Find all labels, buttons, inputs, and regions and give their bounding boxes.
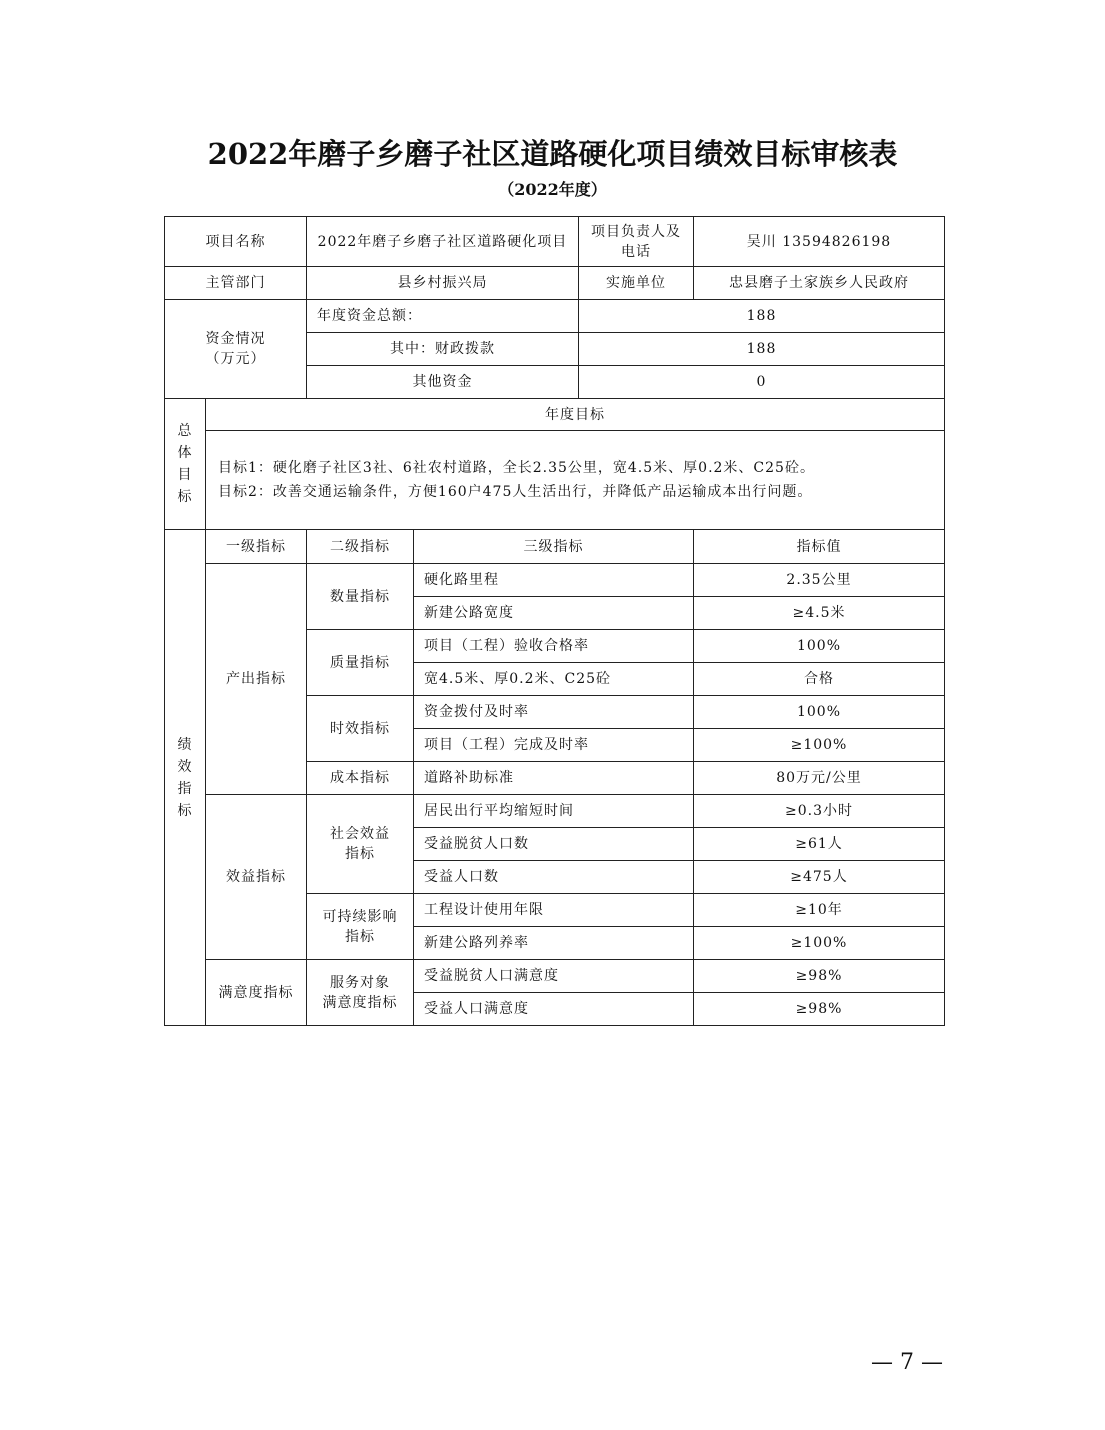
level2-cost: 成本指标 [307,762,414,795]
indicator-value: 80万元/公里 [694,762,945,795]
indicator-value: ≥100% [694,927,945,960]
level2-sustainable-line2: 指标 [345,928,375,945]
level2-service-line2: 满意度指标 [322,994,398,1011]
overall-side-label [165,399,206,530]
funds-label [165,300,307,399]
level1-satisfaction: 满意度指标 [206,960,307,1026]
indicator-name: 受益人口满意度 [414,993,694,1026]
indicator-value: 100% [694,696,945,729]
indicator-name: 项目（工程）完成及时率 [414,729,694,762]
indicator-name: 硬化路里程 [414,564,694,597]
project-name-label: 项目名称 [165,217,307,267]
indicator-name: 新建公路列养率 [414,927,694,960]
funds-other-label: 其他资金 [307,366,579,399]
page-number: — 7 — [871,1350,943,1375]
level2-social-line2: 指标 [345,846,375,862]
level1-output: 产出指标 [206,564,307,795]
level2-sustainable [307,894,414,960]
impl-value: 忠县磨子土家族乡人民政府 [694,267,945,300]
indicator-value: ≥98% [694,960,945,993]
header-level3: 三级指标 [414,530,694,564]
level2-quantity: 数量指标 [307,564,414,630]
performance-table [164,216,945,1026]
indicator-value: 100% [694,630,945,663]
indicator-name: 项目（工程）验收合格率 [414,630,694,663]
indicator-name: 受益脱贫人口数 [414,828,694,861]
header-level2: 二级指标 [307,530,414,564]
indicator-name: 受益人口数 [414,861,694,894]
level2-quality: 质量指标 [307,630,414,696]
leader-label: 项目负责人及电话 [579,217,694,267]
overall-goals [206,431,945,530]
indicator-name: 工程设计使用年限 [414,894,694,927]
funds-label-line1: 资金情况 [205,331,266,347]
document-subtitle: （2022年度） [498,180,607,199]
indicator-side-label [165,530,206,1026]
level1-benefit: 效益指标 [206,795,307,960]
indicator-name: 居民出行平均缩短时间 [414,795,694,828]
dept-value: 县乡村振兴局 [307,267,579,300]
funds-total-label: 年度资金总额： [307,300,579,333]
indicator-value: ≥98% [694,993,945,1026]
project-name-value: 2022年磨子乡磨子社区道路硬化项目 [307,217,579,267]
indicator-name: 宽4.5米、厚0.2米、C25砼 [414,663,694,696]
funds-other-value: 0 [579,366,945,399]
indicator-name: 受益脱贫人口满意度 [414,960,694,993]
level2-service-line1: 服务对象 [330,974,390,991]
header-value: 指标值 [694,530,945,564]
document-title: 2022年磨子乡磨子社区道路硬化项目绩效目标审核表 [207,137,898,171]
level2-service [307,960,414,1026]
level2-timeliness: 时效指标 [307,696,414,762]
goal-1: 目标1：硬化磨子社区3社、6社农村道路，全长2.35公里，宽4.5米、厚0.2米、C25砼。 [218,460,815,476]
dept-label: 主管部门 [165,267,307,300]
indicator-name: 资金拨付及时率 [414,696,694,729]
indicator-value: 合格 [694,663,945,696]
indicator-value: ≥475人 [694,861,945,894]
funds-fiscal-label: 其中：财政拨款 [307,333,579,366]
indicator-value: ≥61人 [694,828,945,861]
indicator-value: 2.35公里 [694,564,945,597]
funds-total-value: 188 [579,300,945,333]
indicator-value: ≥10年 [694,894,945,927]
indicator-value: ≥100% [694,729,945,762]
level2-social-line1: 社会效益 [330,826,390,842]
leader-value: 吴川 13594826198 [694,217,945,267]
funds-fiscal-value: 188 [579,333,945,366]
header-level1: 一级指标 [206,530,307,564]
indicator-name: 道路补助标准 [414,762,694,795]
goal-2: 目标2：改善交通运输条件，方便160户475人生活出行，并降低产品运输成本出行问题。 [218,484,813,500]
level2-social [307,795,414,894]
overall-header: 年度目标 [206,399,945,431]
impl-label: 实施单位 [579,267,694,300]
overall-side-text: 总体目标 [177,423,193,505]
indicator-value: ≥4.5米 [694,597,945,630]
indicator-side-text: 绩效指标 [177,736,193,819]
indicator-value: ≥0.3小时 [694,795,945,828]
level2-sustainable-line1: 可持续影响 [322,908,398,925]
funds-label-line2: （万元） [205,351,266,367]
indicator-name: 新建公路宽度 [414,597,694,630]
